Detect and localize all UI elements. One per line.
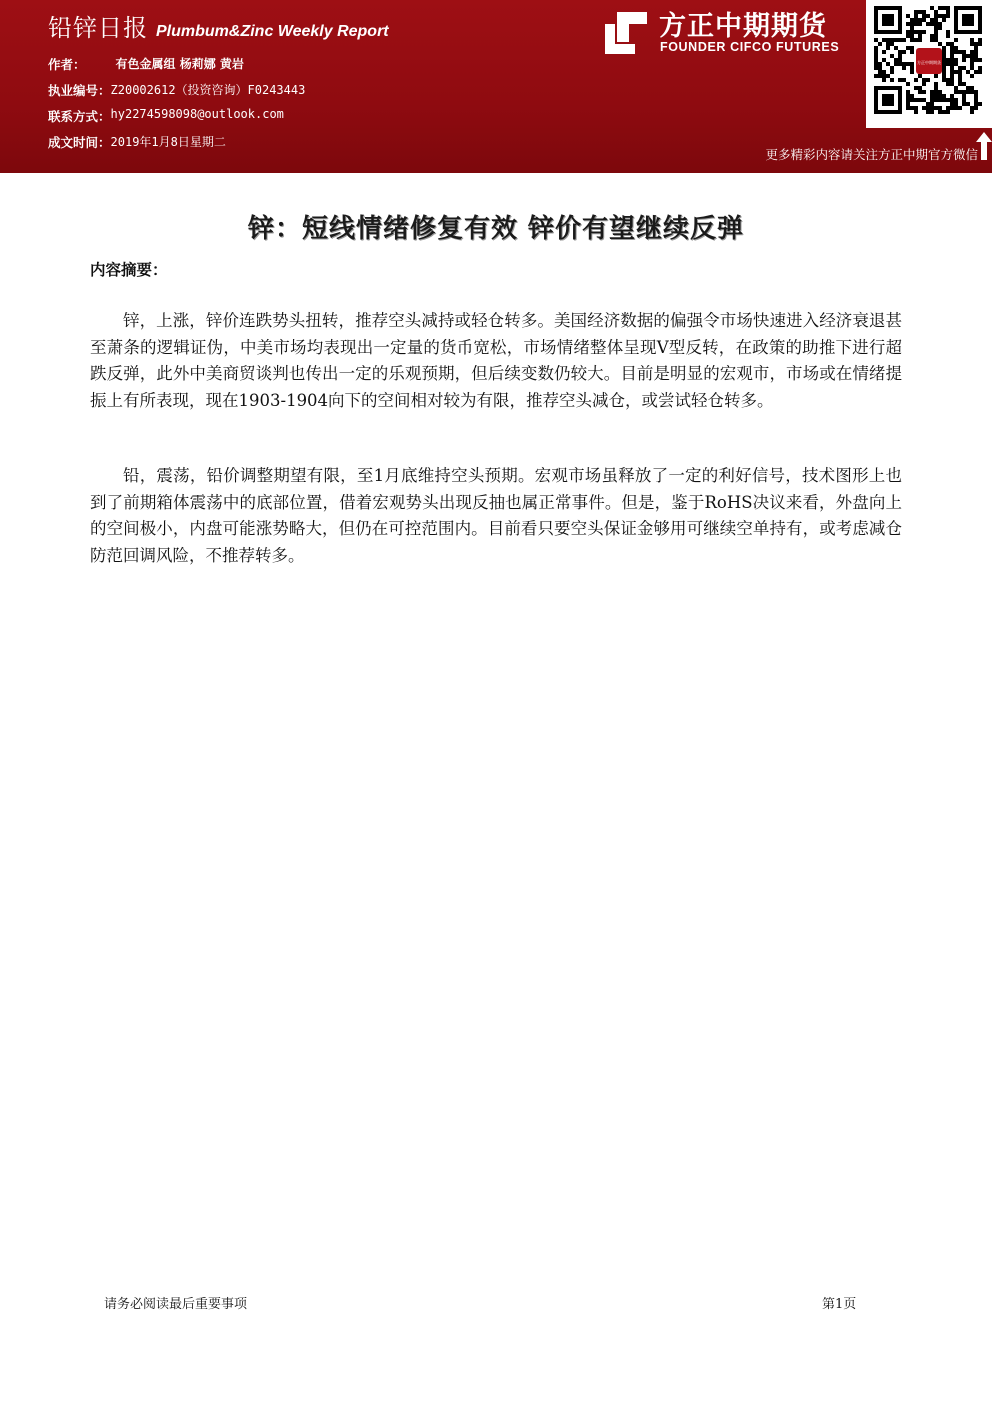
wechat-qr-code xyxy=(866,0,992,128)
brand-title-en: Plumbum&Zinc Weekly Report xyxy=(156,23,389,40)
qr-center-label: 方正中期期货 xyxy=(917,60,941,65)
logo-text-cn: 方正中期期货 xyxy=(659,11,827,42)
date-label: 成文时间： xyxy=(48,135,111,150)
wechat-follow-note: 更多精彩内容请关注方正中期官方微信 xyxy=(765,147,978,162)
contact-email[interactable]: hy2274598098@outlook.com xyxy=(110,107,284,121)
author-value: 有色金属组 杨莉娜 黄岩 xyxy=(115,57,244,71)
zinc-paragraph: 锌，上涨，锌价连跌势头扭转，推荐空头减持或轻仓转多。美国经济数据的偏强令市场快速进入经济衰退甚至萧条的逻辑证伪，中美市场均表现出一定量的货币宽松，市场情绪整体呈现V型反转，在政策的助推下进行超跌反弹，此外中美商贸谈判也传出一定的乐观预期，但后续变数仍较大。目前是明显的宏观市，市场或在情绪提振上有所表现，现在1903-1904向下的空间相对较为有限，推荐空头减仓，或尝试轻仓转多。 xyxy=(90,311,902,410)
footer-notice: 请务必阅读最后重要事项 xyxy=(104,1297,248,1312)
date-value: 2019年1月8日星期二 xyxy=(110,135,226,149)
report-header xyxy=(0,0,992,173)
up-arrow-icon xyxy=(976,132,992,160)
page-number: 第1页 xyxy=(822,1297,857,1312)
logo-text-en: FOUNDER CIFCO FUTURES xyxy=(660,40,840,54)
license-row xyxy=(48,81,305,99)
qr-code-icon xyxy=(874,6,984,118)
abstract-label: 内容摘要： xyxy=(90,261,168,279)
brand-title-cn: 铅锌日报 xyxy=(48,14,148,42)
author-label: 作者： xyxy=(48,57,86,72)
company-logo xyxy=(603,6,858,60)
logo-mark-icon xyxy=(603,10,649,56)
license-label: 执业编号： xyxy=(48,83,111,98)
lead-paragraph: 铅，震荡，铅价调整期望有限，至1月底维持空头预期。宏观市场虽释放了一定的利好信号，技术图形上也到了前期箱体震荡中的底部位置，借着宏观势头出现反抽也属正常事件。但是，鉴于RoHS决议来看，外盘向上的空间极小，内盘可能涨势略大，但仍在可控范围内。目前看只要空头保证金够用可继续空单持有，或考虑减仓防范回调风险，不推荐转多。 xyxy=(90,466,902,565)
report-brand xyxy=(48,8,389,44)
contact-label: 联系方式： xyxy=(48,109,111,124)
report-title: 锌：短线情绪修复有效 锌价有望继续反弹 xyxy=(247,214,745,244)
contact-row xyxy=(48,107,284,125)
date-row xyxy=(48,133,226,151)
author-row xyxy=(48,55,244,73)
license-value: Z20002612（投资咨询）F0243443 xyxy=(110,83,306,97)
